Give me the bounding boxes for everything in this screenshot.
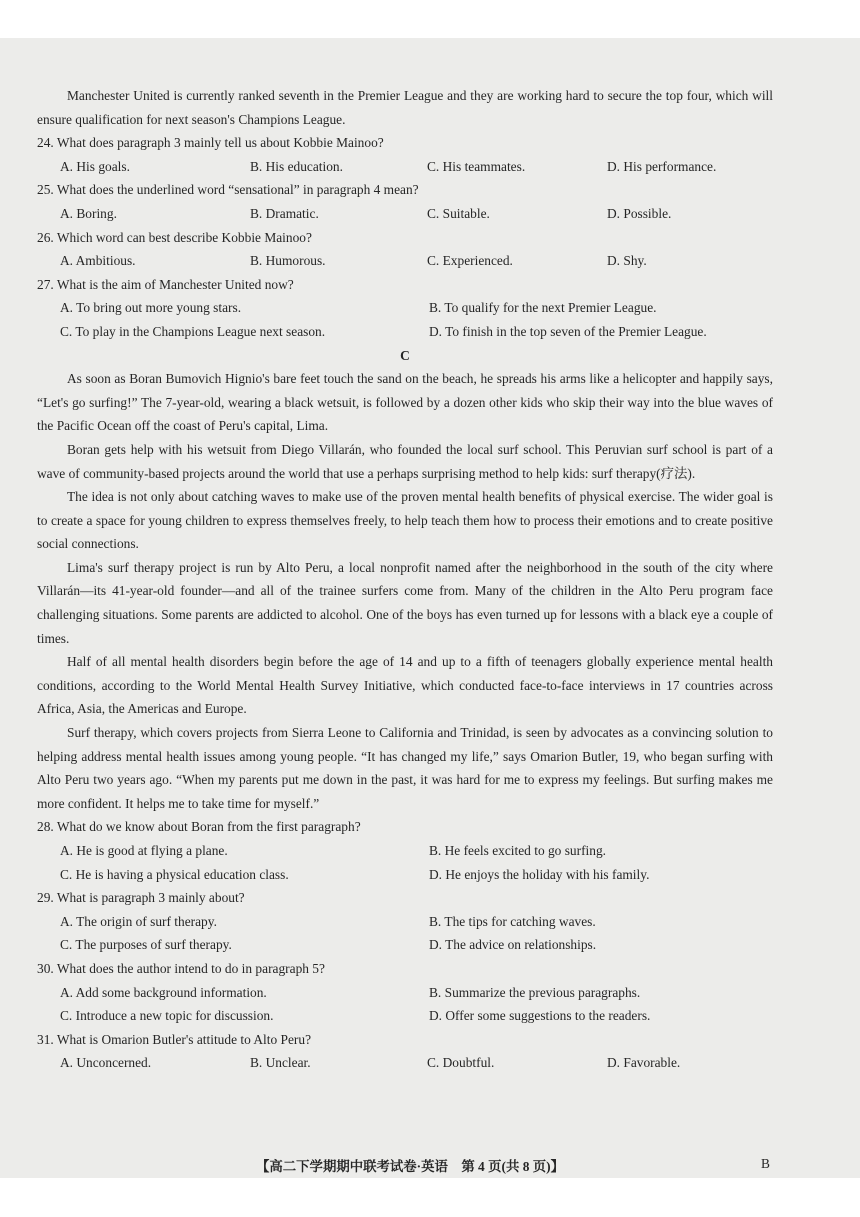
option-a: A. His goals.	[60, 158, 130, 174]
option-a: A. To bring out more young stars.	[60, 300, 242, 316]
question-29-options-row2	[37, 933, 773, 957]
option-d: D. He enjoys the holiday with his family.	[429, 866, 650, 882]
question-28-options-row1	[37, 839, 773, 863]
option-d: D. Possible.	[607, 205, 672, 221]
question-30-options-row2	[37, 1004, 773, 1028]
option-c: C. To play in the Champions League next season.	[60, 323, 326, 339]
option-a: A. The origin of surf therapy.	[60, 913, 217, 929]
passage-c-paragraph-6: Surf therapy, which covers projects from Sierra Leone to California and Trinidad, is seen by advocates as a convincing solution to helping address mental health issues among young people. “It has changed my life,” says Omarion Butler, 19, who began surfing with Alto Peru two years ago. “When my parents put me down in the past, it was hard for me to express my feelings. But surfing makes me more confident. It helps me to take time for myself.”	[37, 725, 773, 811]
passage-c-paragraph-3: The idea is not only about catching waves to make use of the proven mental health benefits of physical exercise. The wider goal is to create a space for young children to express themselves freely, to help teach them how to process their emotions and to create positive social connections.	[37, 489, 773, 552]
option-c: C. Introduce a new topic for discussion.	[60, 1008, 274, 1024]
question-25-options	[37, 202, 773, 226]
option-b: B. The tips for catching waves.	[429, 913, 596, 929]
paper-version: B	[761, 1156, 770, 1171]
page-content	[37, 84, 773, 1075]
exam-page	[0, 38, 860, 1178]
option-a: A. Unconcerned.	[60, 1055, 152, 1071]
question-24-options	[37, 155, 773, 179]
question-29-options-row1	[37, 910, 773, 934]
passage-c-paragraph-4: Lima's surf therapy project is run by Alto Peru, a local nonprofit named after the neighborhood in the south of the city where Villarán—its 41-year-old founder—and all of the trainee surfers come from. Many of the children in the Alto Peru program face challenging situations. Some parents are addicted to alcohol. One of the boys has even turned up for lessons with a black eye a couple of times.	[37, 559, 773, 646]
option-a: A. Add some background information.	[60, 984, 267, 1000]
option-d: D. The advice on relationships.	[429, 937, 597, 953]
question-31-stem: 31. What is Omarion Butler's attitude to Alto Peru?	[37, 1031, 312, 1047]
option-d: D. Favorable.	[607, 1055, 681, 1071]
option-b: B. His education.	[250, 158, 343, 174]
question-26-stem: 26. Which word can best describe Kobbie Mainoo?	[37, 229, 312, 245]
question-28-options-row2	[37, 863, 773, 887]
option-a: A. Ambitious.	[60, 253, 136, 269]
option-c: C. Doubtful.	[427, 1055, 495, 1071]
option-d: D. Offer some suggestions to the readers.	[429, 1008, 651, 1024]
option-b: B. To qualify for the next Premier League.	[429, 300, 657, 316]
question-30-stem: 30. What does the author intend to do in paragraph 5?	[37, 960, 325, 976]
option-b: B. Unclear.	[250, 1055, 311, 1071]
question-26-options	[37, 249, 773, 273]
option-c: C. Experienced.	[427, 253, 513, 269]
question-27-stem: 27. What is the aim of Manchester United now?	[37, 276, 294, 292]
question-25-stem: 25. What does the underlined word “sensational” in paragraph 4 mean?	[37, 182, 419, 198]
option-b: B. Summarize the previous paragraphs.	[429, 984, 641, 1000]
passage-c-paragraph-2: Boran gets help with his wetsuit from Diego Villarán, who founded the local surf school. This Peruvian surf school is part of a wave of community-based projects around the world that use a perhaps surprising method to help kids: surf therapy(疗法).	[37, 441, 773, 481]
question-24-stem: 24. What does paragraph 3 mainly tell us about Kobbie Mainoo?	[37, 135, 384, 151]
paragraph-intro: Manchester United is currently ranked seventh in the Premier League and they are working hard to secure the top four, which will ensure qualification for next season's Champions League.	[37, 88, 773, 127]
question-27-options-row2	[37, 320, 773, 344]
passage-c-paragraph-1: As soon as Boran Bumovich Hignio's bare feet touch the sand on the beach, he spreads his arms like a helicopter and happily says, “Let's go surfing!” The 7-year-old, wearing a black wetsuit, is followed by a dozen other kids who skip their way into the blue waves of the Pacific Ocean off the coast of Peru's capital, Lima.	[37, 371, 773, 434]
question-29-stem: 29. What is paragraph 3 mainly about?	[37, 890, 245, 906]
question-31-options	[37, 1051, 773, 1075]
option-b: B. Humorous.	[250, 253, 326, 269]
option-b: B. Dramatic.	[250, 205, 319, 221]
footer-title: 【高二下学期期中联考试卷·英语 第 4 页(共 8 页)】	[256, 1159, 564, 1174]
option-a: A. Boring.	[60, 205, 117, 221]
question-30-options-row1	[37, 981, 773, 1005]
option-c: C. The purposes of surf therapy.	[60, 937, 232, 953]
question-28-stem: 28. What do we know about Boran from the first paragraph?	[37, 819, 361, 835]
option-c: C. Suitable.	[427, 205, 490, 221]
option-d: D. His performance.	[607, 158, 717, 174]
option-d: D. To finish in the top seven of the Premier League.	[429, 323, 707, 339]
section-heading: C	[400, 347, 410, 363]
question-27-options-row1	[37, 296, 773, 320]
option-a: A. He is good at flying a plane.	[60, 843, 228, 858]
option-d: D. Shy.	[607, 253, 647, 269]
option-b: B. He feels excited to go surfing.	[429, 843, 607, 858]
option-c: C. He is having a physical education class.	[60, 866, 289, 882]
passage-c-paragraph-5: Half of all mental health disorders begin before the age of 14 and up to a fifth of teenagers globally experience mental health conditions, according to the World Mental Health Survey Initiative, which conducted face-to-face interviews in 17 countries across Africa, Asia, the Americas and Europe.	[37, 654, 773, 717]
option-c: C. His teammates.	[427, 158, 526, 174]
